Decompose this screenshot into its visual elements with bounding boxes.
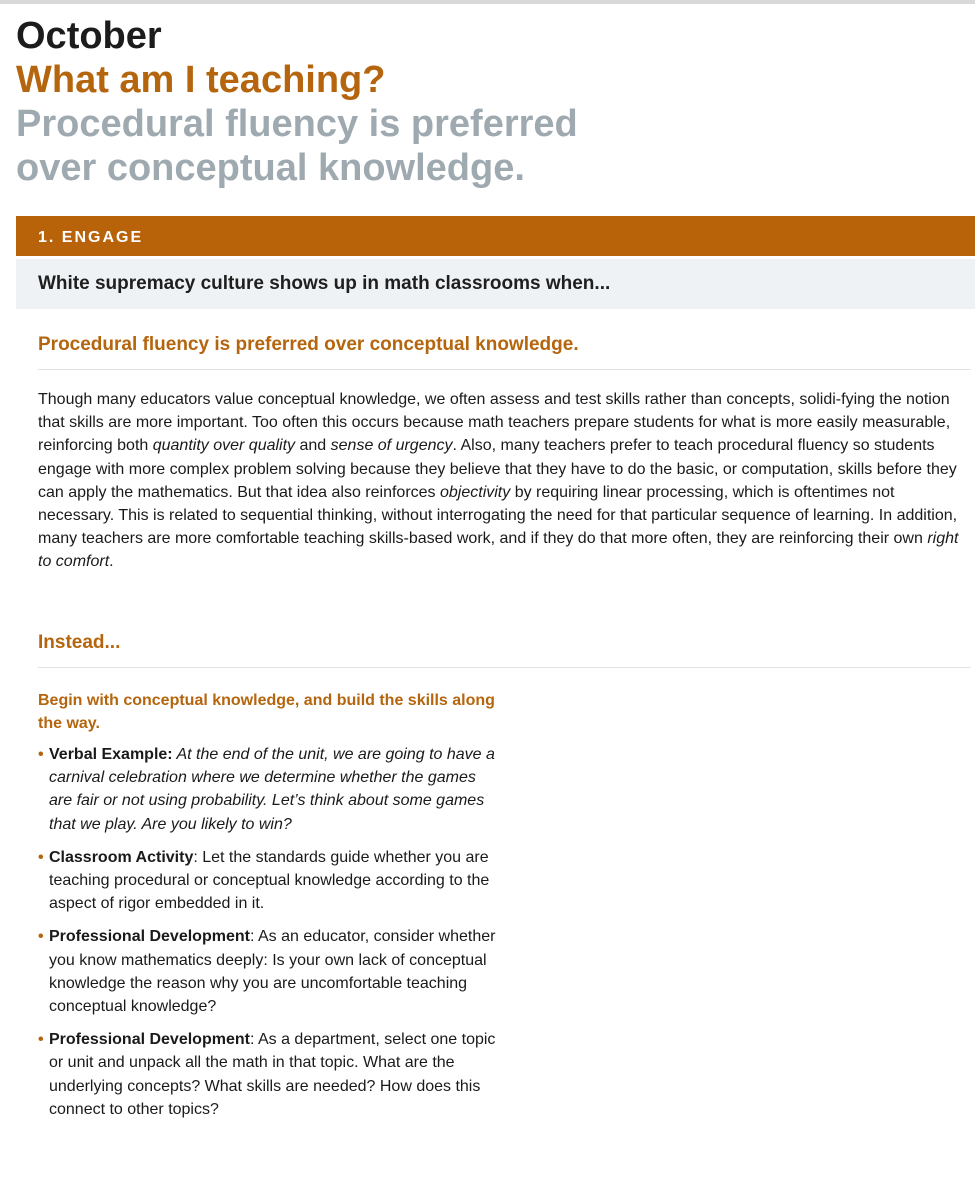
instead-lead: Begin with conceptual knowledge, and build the skills along the way.: [38, 692, 495, 732]
paragraph-text: Though many educators value conceptual knowledge, we often assess and test skills rather than concepts, solidi-fying the notion that skills are more important. Too often this occurs because math teachers prepare students for what is more easily measurable, reinforcing both: [38, 391, 951, 455]
emphasis-urgency: sense of urgency: [330, 437, 453, 455]
emphasis-comfort: right to comfort: [38, 530, 959, 571]
bullet-icon: •: [38, 746, 44, 763]
item-label: Professional Development: [49, 928, 250, 946]
page-heading: [16, 14, 916, 190]
problem-paragraph: [38, 388, 968, 574]
list-item: [38, 1028, 498, 1121]
paragraph-text: by requiring linear processing, which is oftentimes not necessary. This is related to sequential thinking, without interrogating the need for that particular sequence of learning. In addition, many teachers are more comfortable teaching skills-based work, and if they do that more often, they are reinforcing their own: [38, 483, 958, 548]
emphasis-objectivity: objectivity: [440, 483, 511, 501]
top-rule: [0, 0, 975, 4]
bullet-icon: •: [38, 848, 44, 866]
instead-heading: Instead...: [38, 632, 121, 653]
engage-section-bar: 1. ENGAGE: [16, 216, 975, 256]
problem-heading: Procedural fluency is preferred over conceptual knowledge.: [38, 334, 579, 355]
statement-title: Procedural fluency is preferred over conceptual knowledge.: [16, 103, 578, 189]
emphasis-quantity: quantity over quality: [152, 437, 296, 455]
item-text: At the end of the unit, we are going to have a carnival celebration where we determine whether the games are fair or not using probability. Let’s think about some games that we play. Are you likely to win?: [49, 746, 495, 833]
list-item: [38, 925, 498, 1018]
list-item: [38, 846, 498, 916]
bullet-icon: •: [38, 928, 44, 946]
paragraph-text: . Also, many teachers prefer to teach procedural fluency so students engage with more complex problem solving because they believe that they have to do the basic, or computation, skills before they can apply the mathematics. But that idea also reinforces: [38, 437, 957, 501]
paragraph-text: and: [295, 437, 331, 455]
culture-prompt: White supremacy culture shows up in math classrooms when...: [16, 259, 975, 309]
divider: [38, 369, 971, 370]
item-label: Verbal Example:: [49, 746, 173, 763]
month-title: October: [16, 15, 162, 57]
item-label: Classroom Activity: [49, 848, 194, 866]
item-label: Professional Development: [49, 1031, 250, 1049]
item-text: : Let the standards guide whether you are teaching procedural or conceptual knowledge according to the aspect of rigor embedded in it.: [49, 848, 490, 913]
paragraph-text: .: [109, 553, 114, 571]
strategy-list: [38, 743, 498, 1131]
question-title: What am I teaching?: [16, 59, 386, 101]
item-text: : As a department, select one topic or unit and unpack all the math in that topic. What are the underlying concepts? What skills are needed? How does this connect to other topics?: [49, 1031, 496, 1118]
item-text: : As an educator, consider whether you know mathematics deeply: Is your own lack of conceptual knowledge the reason why you are uncomfortable teaching conceptual knowledge?: [49, 928, 496, 1016]
divider: [38, 667, 971, 668]
list-item: [38, 743, 498, 836]
bullet-icon: •: [38, 1031, 44, 1049]
